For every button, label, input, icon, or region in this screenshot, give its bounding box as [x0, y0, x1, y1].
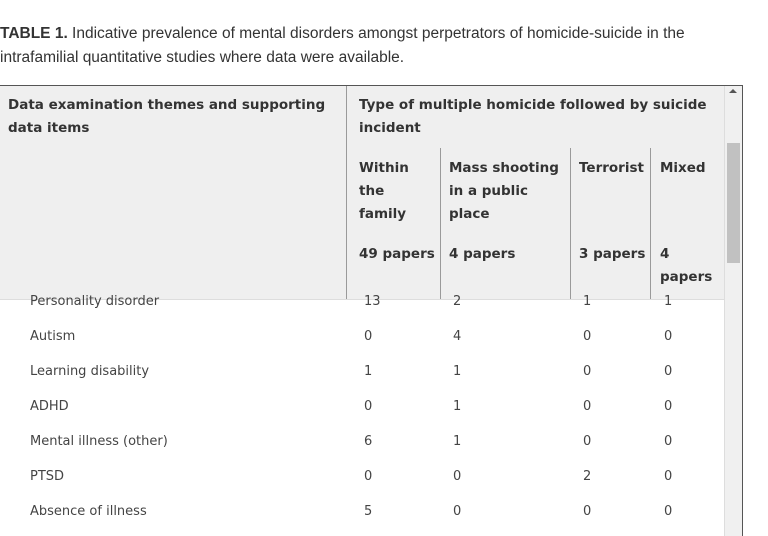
row-value: 13 — [364, 294, 381, 309]
row-label: PTSD — [30, 469, 65, 484]
col-mixed: Mixed — [660, 160, 706, 176]
row-value: 0 — [583, 364, 592, 379]
row-value: 0 — [583, 504, 592, 519]
table-header — [0, 86, 724, 300]
row-value: 0 — [664, 434, 673, 449]
row-value: 1 — [364, 364, 373, 379]
row-label: Mental illness (other) — [30, 434, 168, 449]
row-value: 0 — [583, 434, 592, 449]
row-value: 2 — [453, 294, 462, 309]
table-caption — [0, 22, 720, 70]
row-label: Learning disability — [30, 364, 150, 379]
col-mixed-papers: 4 papers — [660, 246, 713, 285]
row-value: 0 — [664, 504, 673, 519]
row-value: 0 — [664, 364, 673, 379]
col-terrorist-papers: 3 papers — [579, 246, 646, 262]
row-value: 0 — [453, 504, 462, 519]
row-value: 1 — [664, 294, 673, 309]
row-value: 5 — [364, 504, 373, 519]
row-value: 2 — [583, 469, 592, 484]
row-value: 0 — [364, 329, 373, 344]
vertical-scrollbar[interactable] — [724, 86, 742, 536]
row-value: 0 — [364, 469, 373, 484]
table-label: TABLE 1. — [0, 25, 68, 42]
row-label: Autism — [30, 329, 76, 344]
column-divider — [570, 148, 571, 299]
column-divider — [440, 148, 441, 299]
row-label: Absence of illness — [30, 504, 147, 519]
row-value: 6 — [364, 434, 373, 449]
row-value: 1 — [453, 364, 462, 379]
col-within-family: Within the family — [359, 160, 409, 222]
scroll-thumb[interactable] — [727, 143, 740, 263]
row-value: 1 — [583, 294, 592, 309]
col-terrorist: Terrorist — [579, 160, 644, 176]
row-value: 0 — [664, 399, 673, 414]
row-label: Personality disorder — [30, 294, 160, 309]
col-mass-shooting: Mass shooting in a public place — [449, 160, 559, 222]
row-value: 0 — [664, 329, 673, 344]
row-value: 0 — [453, 469, 462, 484]
header-data-themes: Data examination themes and supporting data items — [8, 97, 326, 136]
col-within-family-papers: 49 papers — [359, 246, 435, 262]
column-divider — [650, 148, 651, 299]
row-value: 0 — [583, 399, 592, 414]
scroll-up-arrow-icon[interactable] — [729, 89, 737, 93]
header-incident-type: Type of multiple homicide followed by suicide incident — [359, 97, 707, 136]
row-value: 1 — [453, 434, 462, 449]
row-label: ADHD — [30, 399, 69, 414]
header-divider — [346, 86, 347, 299]
row-value: 0 — [664, 469, 673, 484]
row-value: 1 — [453, 399, 462, 414]
table-scroll-container[interactable] — [0, 85, 743, 536]
row-value: 4 — [453, 329, 462, 344]
col-mass-shooting-papers: 4 papers — [449, 246, 516, 262]
row-value: 0 — [583, 329, 592, 344]
caption-text: Indicative prevalence of mental disorders amongst perpetrators of homicide-suicide in the intrafamilial quantitative studies where data were available. — [0, 25, 685, 66]
row-value: 0 — [364, 399, 373, 414]
